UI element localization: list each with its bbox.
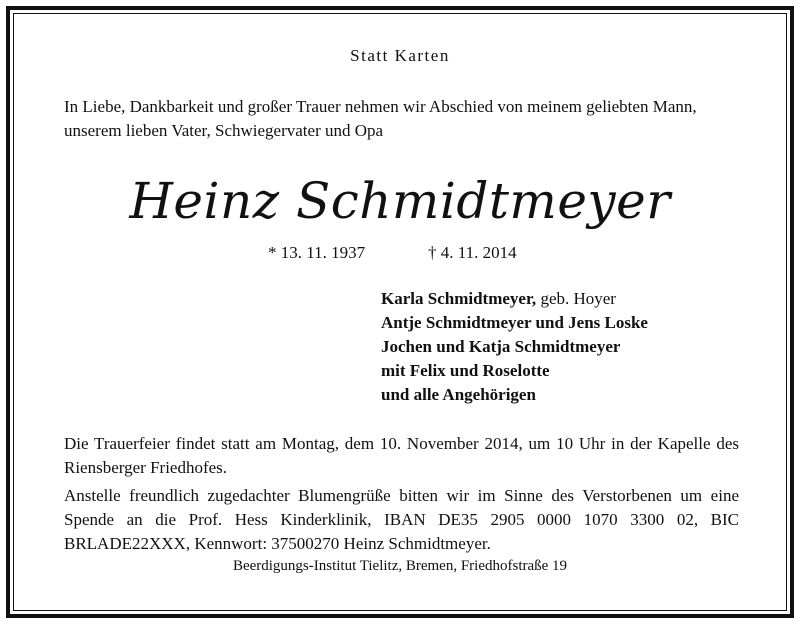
mourner-line: und alle Angehörigen — [381, 385, 536, 404]
mourner-line-spouse — [381, 287, 648, 311]
mourners-list — [381, 287, 648, 407]
deceased-name: Heinz Schmidtmeyer — [129, 172, 671, 230]
mourner-spouse-maiden: geb. Hoyer — [536, 289, 616, 308]
mourner-line: Antje Schmidtmeyer und Jens Loske — [381, 313, 648, 332]
header-statt-karten: Statt Karten — [350, 46, 450, 65]
funeral-info: Die Trauerfeier findet statt am Montag, dem 10. November 2014, um 10 Uhr in der Kapelle des Riensberger Friedhofes. — [64, 434, 739, 477]
death-date: † 4. 11. 2014 — [428, 243, 517, 262]
mourner-line: mit Felix und Roselotte — [381, 361, 550, 380]
donation-info: Anstelle freundlich zugedachter Blumengrüße bitten wir im Sinne des Verstorbenen um eine Spende an die Prof. Hess Kinderklinik, IBAN DE35 2905 0000 1070 3300 02, BIC BRLADE22XXX, Kennwort: 37500270 Heinz Schmidtmeyer. — [64, 486, 739, 553]
birth-date: * 13. 11. 1937 — [268, 243, 366, 262]
intro-text: In Liebe, Dankbarkeit und großer Trauer nehmen wir Abschied von meinem geliebten Mann, unserem lieben Vater, Schwiegervater und Opa — [64, 97, 697, 140]
mourner-line: Jochen und Katja Schmidtmeyer — [381, 337, 621, 356]
mourner-spouse-name: Karla Schmidtmeyer, — [381, 289, 537, 308]
funeral-home-footer: Beerdigungs-Institut Tielitz, Bremen, Friedhofstraße 19 — [232, 558, 568, 574]
